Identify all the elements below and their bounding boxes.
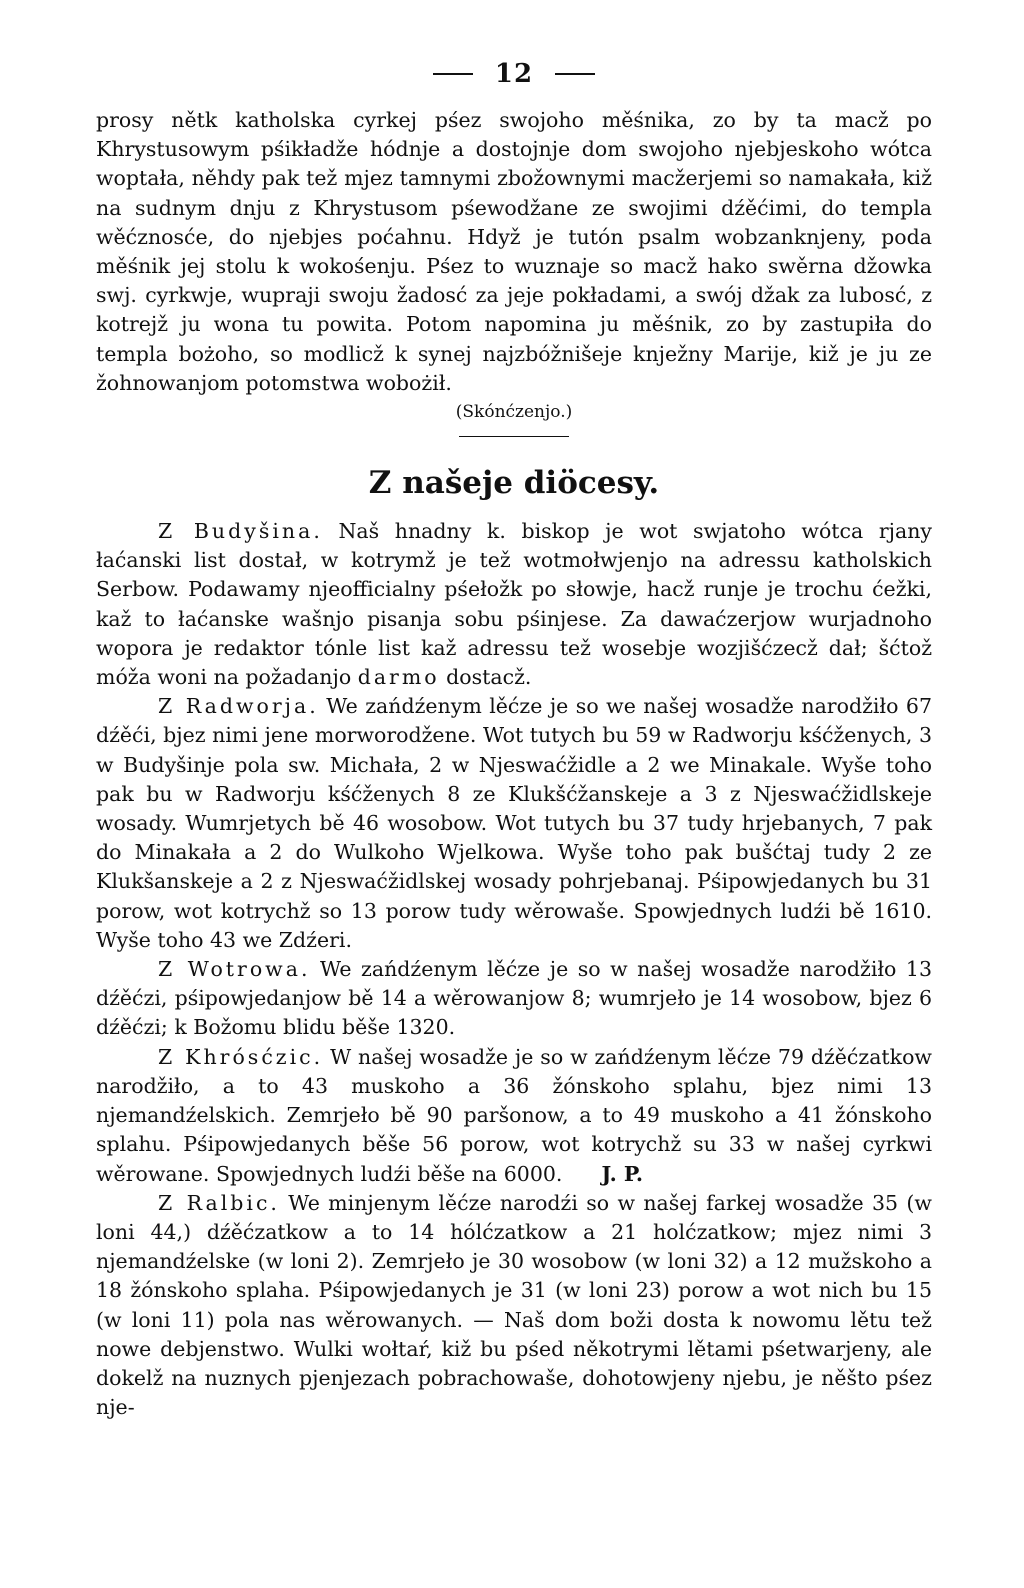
author-initials: J. P.	[601, 1161, 644, 1186]
report-tail-budysin: dostacž.	[446, 665, 532, 690]
report-body-wotrow: We zańdźenym lěćze je so w našej wosadže narodžiło 13 dźěćzi, pśipowjedanjow bě 14 a wěrowanjow 8; wumrjeło je 14 wosobow, bjez 6 dźěćzi; k Božomu blidu běše 1320.	[96, 957, 932, 1040]
report-body-radwor: We zańdźenym lěćze je so we našej wosadže narodžiło 67 dźěći, bjez nimi jene morworodžene. Wot tutych bu 59 w Radworju kśćženych, 3 w Budyšinje pola sw. Michała, 2 w Njeswaćžidle a 2 we Minakale. Wyše toho pak bu w Radworju kśćženych 8 ze Klukšćžanskeje a 3 z Njeswaćžidlskeje wosady. Wumrjetych bě 46 wosobow. Wot tutych bu 37 tudy hrjebanych, 7 pak do Minakała a 2 do Wulkoho Wjelkowa. Wyše toho pak bušćtaj tudy 2 ze Klukšanskeje a 2 z Njeswaćžidlskej wosady pohrjebanaj. Pśipowjedanych bu 31 porow, wot kotrychž so 13 porow tudy wěrowaše. Spowjednych ludźi bě 1610. Wyše toho 43 we Zdźeri.	[96, 694, 932, 952]
intro-paragraph: prosy nětk katholska cyrkej pśez swojoho měśnika, zo by ta macž po Khrystusowym pśikładže hódnje a dostojnje dom swojoho njebjeskoho wótca woptała, něhdy pak tež mjez tamnymi zbožownymi macžerjemi so namakała, kiž na sudnym dnju z Khrystusom pśewodžane ze swojimi dźěćimi, do templa wěćznosće, do njebjes poćahnu. Hdyž je tutón psalm wobzanknjeny, poda měśnik jej stolu k wokośenju. Pśez to wuznaje so macž hako swěrna džowka swj. cyrkwje, wupraji swoju žadosć za jeje pokładami, a swój džak za lubosć, z kotrejž ju wona tu powita. Potom napomina ju měśnik, zo by zastupiła do templa bożoho, so modlicž k synej najzbóžnišeje knježny Marije, kiž je ju ze žohnowanjom potomstwa wobożił.	[96, 108, 932, 395]
report-place-wotrow: Z Wotrowa.	[158, 957, 311, 982]
page-number: 12	[494, 59, 534, 89]
report-place-budysin: Z Budyšina.	[158, 519, 323, 544]
header-dash-left	[433, 73, 473, 75]
continuation-note: (Skónćzenjo.)	[455, 402, 573, 423]
report-body-ralbicy: We minjenym lěćze narodźi so w našej farkej wosadže 35 (w loni 44,) dźěćzatkow a to 14 hólćzatkow a 21 holćzatkow; mjez nimi 3 njemandźelske (w loni 2). Zemrjeło je 30 wosobow (w loni 32) a 12 mužskoho a 18 žónskoho splaha. Pśipowjedanych je 31 (w loni 23) porow a wot nich bu 15 (w loni 11) pola nas wěrowanych. — Naš dom boži dosta k nowomu lětu tež nowe debjenstwo. Wulki wołtaŕ, kiž bu pśed někotrymi lětami pśetwarjeny, ale dokelž na nuznych pjenjezach pobrachowaše, dohotowjeny njebu, je něšto pśez nje-	[96, 1190, 932, 1420]
report-khrosicy	[96, 1043, 932, 1189]
report-wotrow	[96, 955, 932, 1043]
section-divider	[459, 436, 569, 437]
report-place-khrosicy: Z Khrósćzic.	[158, 1044, 324, 1069]
report-radwor	[96, 692, 932, 955]
section-heading: Z našeje diöcesy.	[368, 465, 660, 502]
header-dash-right	[555, 73, 595, 75]
report-place-ralbicy: Z Ralbic.	[158, 1190, 280, 1215]
report-budysin	[96, 517, 932, 692]
page-header	[96, 52, 932, 96]
report-body-budysin: Naš hnadny k. biskop je wot swjatoho wótca rjany łaćanski list dostał, w kotrymž je tež wotmołwjenjo na adressu katholskich Serbow. Podawamy njeofficialny pśełožk po słowje, hacž runje je trochu ćežki, kaž to łaćanske wašnjo pisanja sobu pśinjese. Za dawaćzerjow wurjadnoho wopora je redaktor tónle list kaž adressu tež wosebje wozjišćzecž dał; šćtož móža woni na požadanjo	[96, 519, 933, 690]
report-ralbicy	[96, 1189, 932, 1423]
report-body-khrosicy: W našej wosadže je so w zańdźenym lěćze 79 dźěćzatkow narodžiło, a to 43 muskoho a 36 žónskoho splahu, bjez nimi 13 njemandźelskich. Zemrjeło bě 90 paršonow, a to 49 muskoho a 41 žónskoho splahu. Pśipowjedanych běše 56 porow, wot kotrychž su 33 w našej cyrkwi wěrowane. Spowjednych ludźi běše na 6000.	[96, 1044, 932, 1186]
report-place-radwor: Z Radworja.	[158, 694, 319, 719]
report-emphasis-darmo: darmo	[357, 665, 440, 690]
